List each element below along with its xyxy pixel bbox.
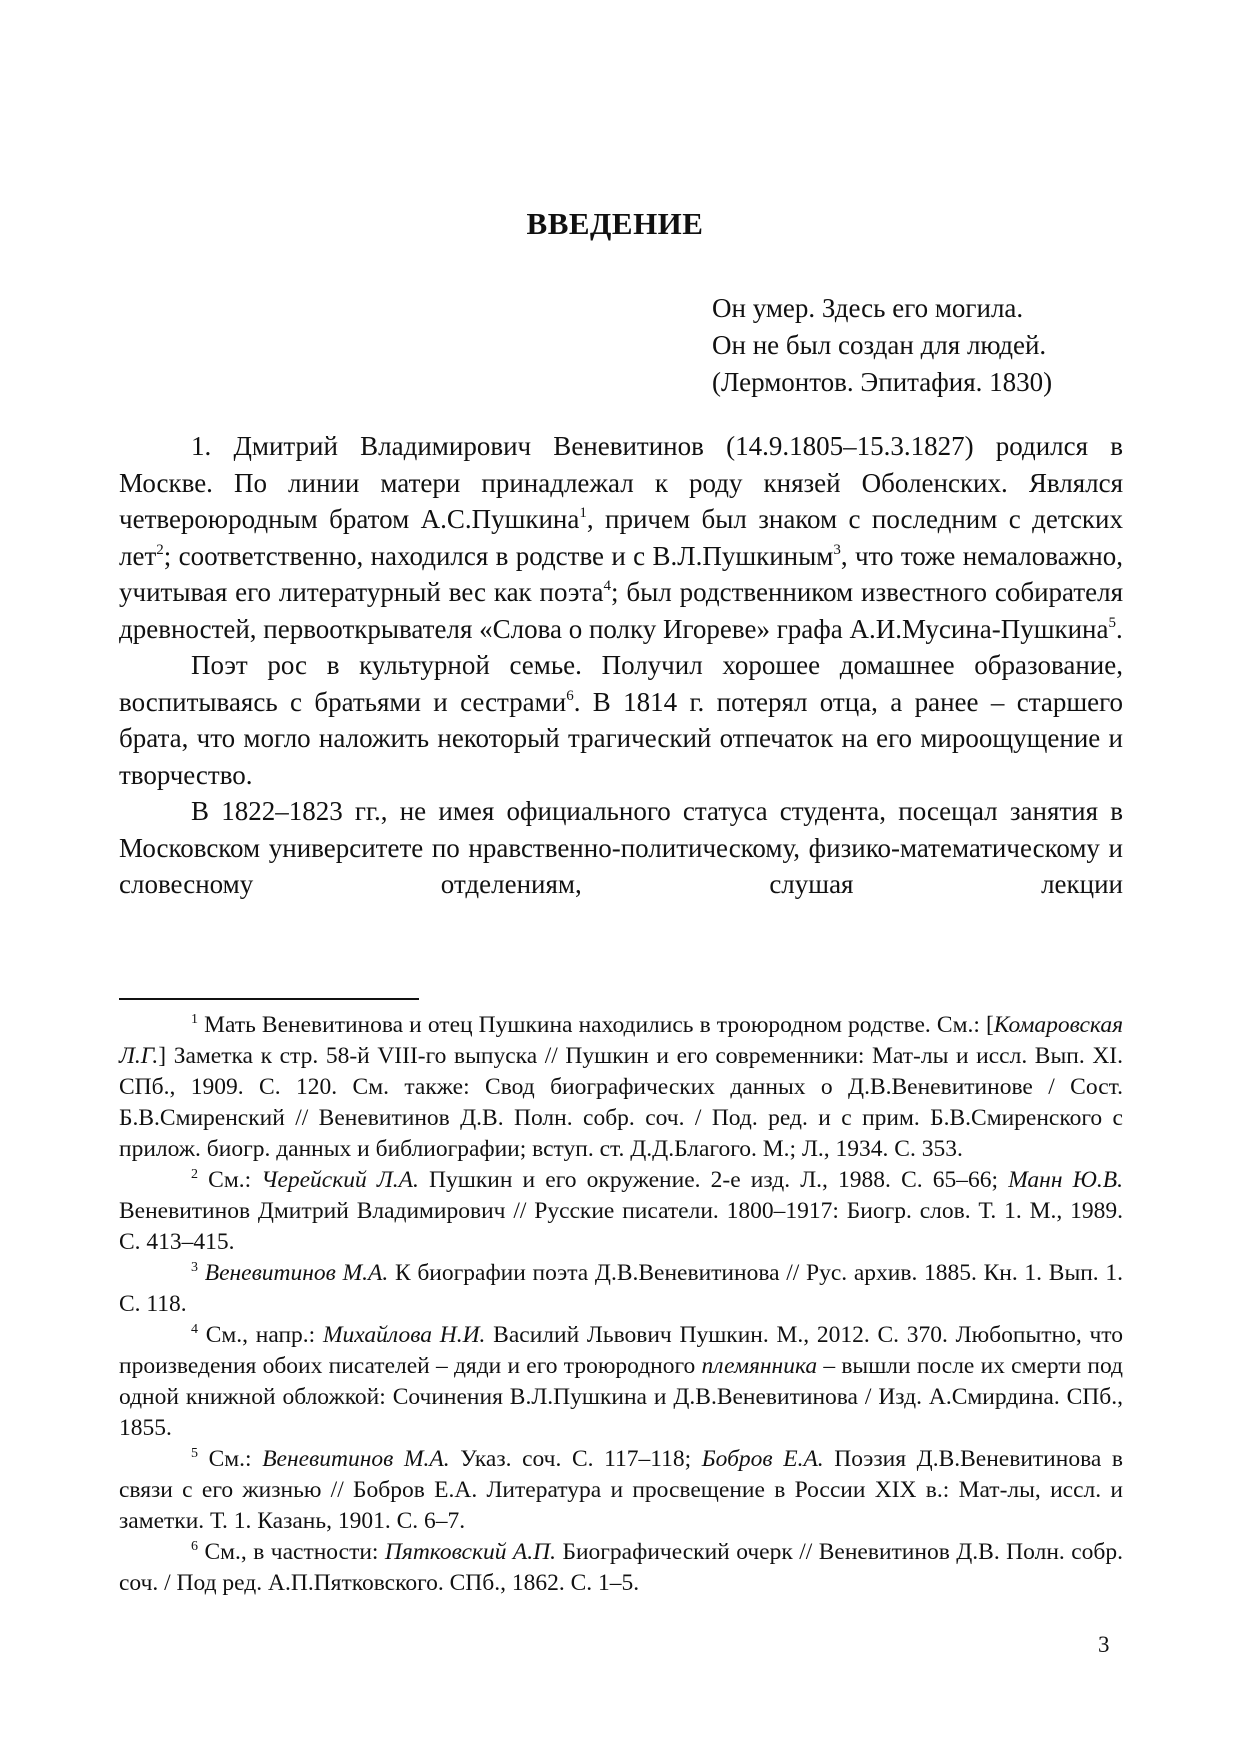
footnote-2: $^2$ См.: Черейский Л.А. Пушкин и его окружение. 2-е изд. Л., 1988. С. 65–66; Манн Ю.В. Веневитинов Дмитрий Владимирович // Русские писатели. 1800–1917: Биогр. слов. Т. 1. М., 1989. С. 413–415. bbox=[119, 1167, 1124, 1255]
paragraph-3: В 1822–1823 гг., не имея официального статуса студента, посещал занятия в Московском университете по нравственно-политическому, физико-математическому и словесному отделениям, слушая лекции bbox=[119, 796, 1123, 899]
footnote-ref-2[interactable]: 2 bbox=[156, 541, 164, 558]
chapter-title: ВВЕДЕНИЕ bbox=[526, 206, 704, 241]
footnote-ref-6[interactable]: 6 bbox=[566, 687, 574, 704]
paragraph-2: Поэт рос в культурной семье. Получил хорошее домашнее образование, воспитываясь с братьями и сестрами$^6$. В 1814 г. потерял отца, а ранее – старшего брата, что могло наложить некоторый трагический отпечаток на его мироощущение и творчество. bbox=[119, 650, 1123, 790]
footnote-ref-1[interactable]: 1 bbox=[579, 505, 587, 521]
page-number: 3 bbox=[1098, 1632, 1110, 1657]
footnote-ref-3[interactable]: 3 bbox=[833, 541, 841, 558]
footnote-4: $^4$ См., напр.: Михайлова Н.И. Василий Львович Пушкин. М., 2012. С. 370. Любопытно, что произведения обоих писателей – дяди и его троюродного племянника – вышли после их смерти под одной книжной обложкой: Сочинения В.Л.Пушкина и Д.В.Веневитинова / Изд. А.Смирдина. СПб., 1855. bbox=[119, 1322, 1123, 1441]
epigraph-line: Он не был создан для людей. bbox=[712, 330, 1047, 360]
epigraph-attribution: (Лермонтов. Эпитафия. 1830) bbox=[712, 367, 1053, 397]
footnotes bbox=[119, 1010, 1123, 1599]
epigraph bbox=[712, 290, 1052, 401]
footnote-ref-5[interactable]: 5 bbox=[1108, 614, 1116, 631]
footnote-ref-4[interactable]: 4 bbox=[603, 578, 612, 594]
footnote-6: $^6$ См., в частности: Пятковский А.П. Биографический очерк // Веневитинов Д.В. Полн. собр. соч. / Под ред. А.П.Пятковского. СПб., 1862. С. 1–5. bbox=[119, 1539, 1123, 1596]
footnote-3: $^3$ Веневитинов М.А. К биографии поэта Д.В.Веневитинова // Рус. архив. 1885. Кн. 1. Вып. 1. С. 118. bbox=[119, 1260, 1124, 1317]
footnote-5: $^5$ См.: Веневитинов М.А. Указ. соч. С. 117–118; Бобров Е.А. Поэзия Д.В.Веневитинова в связи с его жизнью // Бобров Е.А. Литература и просвещение в России XIX в.: Мат-лы, иссл. и заметки. Т. 1. Казань, 1901. С. 6–7. bbox=[119, 1446, 1124, 1534]
paragraph-1: 1. Дмитрий Владимирович Веневитинов (14.9.1805–15.3.1827) родился в Москве. По линии матери принадлежал к роду князей Оболенских. Являлся четвероюродным братом А.С.Пушкина$^1$, причем был знаком с последним с детских лет$^2$; соответственно, находился в родстве и с В.Л.Пушкиным$^3$, что тоже немаловажно, учитывая его литературный вес как поэта$^4$; был родственником известного собирателя древностей, первооткрывателя «Слова о полку Игореве» графа А.И.Мусина-Пушкина$^5$. bbox=[119, 431, 1123, 644]
footnote-1: $^1$ Мать Веневитинова и отец Пушкина находились в троюродном родстве. См.: [Комаровская Л.Г.] Заметка к стр. 58-й VIII-го выпуска // Пушкин и его современники: Мат-лы и иссл. Вып. XI. СПб., 1909. С. 120. См. также: Свод биографических данных о Д.В.Веневитинове / Сост. Б.В.Смиренский // Веневитинов Д.В. Полн. собр. соч. / Под. ред. и с прим. Б.В.Смиренского с прилож. биогр. данных и библиографии; вступ. ст. Д.Д.Благого. М.; Л., 1934. С. 353. bbox=[119, 1012, 1123, 1162]
main-text bbox=[119, 428, 1123, 903]
footnote-separator bbox=[119, 998, 419, 1000]
epigraph-line: Он умер. Здесь его могила. bbox=[712, 293, 1024, 323]
